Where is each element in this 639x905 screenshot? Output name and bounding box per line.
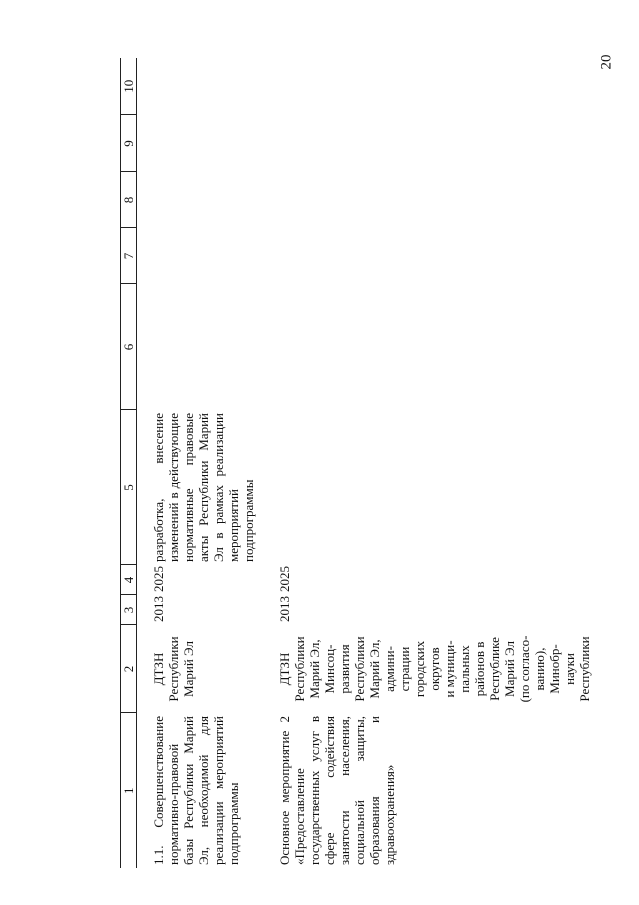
end-year-cell: 2025 (277, 566, 292, 592)
column-header-10: 10 (121, 58, 137, 115)
column-header-8: 8 (121, 172, 137, 228)
executor-line: (по согласо- (517, 635, 532, 703)
executor-line: районов в (472, 641, 487, 697)
executor-line: Марий Эл, (367, 639, 382, 699)
cell-6 (269, 284, 592, 410)
executor-line: Минобр- (547, 644, 562, 694)
executor-line: и муници- (442, 640, 457, 698)
column-header-2: 2 (121, 625, 137, 713)
column-header-4: 4 (121, 565, 137, 595)
executor-line: округов (427, 647, 442, 691)
executor-line: Республике (487, 637, 502, 701)
column-number-row (121, 58, 137, 868)
executor-line: городских (412, 640, 427, 698)
column-header-6: 6 (121, 284, 137, 410)
executor-line: Марий Эл (502, 641, 517, 697)
measure-cell: 1.1. Совершенствование нормативно-правовой базы Республики Марий Эл, необходимой для реализации мероприятий подпрограммы (151, 716, 241, 865)
executor-line: Марий Эл (181, 641, 196, 697)
executor-line: Республики (292, 636, 307, 702)
table-row (137, 58, 270, 868)
executor-line: развития (337, 644, 352, 694)
executor-line: ДТЗН (277, 652, 292, 686)
executor-line: науки (562, 653, 577, 685)
measures-table (120, 58, 592, 868)
result-cell: разработка, внесение изменений в действующие нормативные правовые акты Республики Марий Эл в рамках реализации мероприятий подпрограммы (151, 413, 256, 562)
executor-cell (269, 625, 592, 713)
cell-9 (137, 115, 270, 172)
executor-line: Республики (166, 636, 181, 702)
executor-line: ванию), (532, 647, 547, 691)
executor-line: страции (397, 646, 412, 692)
executor-line: Республики (352, 636, 367, 702)
column-header-5: 5 (121, 410, 137, 565)
rotated-table-container (120, 58, 620, 868)
cell-8 (269, 172, 592, 228)
result-cell (269, 410, 592, 565)
cell-10 (269, 58, 592, 115)
executor-line: админи- (382, 646, 397, 692)
executor-line: Минсоц- (322, 644, 337, 694)
column-header-7: 7 (121, 228, 137, 284)
end-year-cell: 2025 (151, 566, 166, 592)
page-number: 20 (598, 54, 615, 70)
table-row (269, 58, 592, 868)
cell-10 (137, 58, 270, 115)
executor-cell (137, 625, 270, 713)
measure-cell: Основное мероприятие 2 «Предоставление государственных услуг в сфере содействия занятости населения, социальной защиты, образования и здравоохранения» (277, 716, 397, 865)
cell-8 (137, 172, 270, 228)
column-header-3: 3 (121, 595, 137, 625)
start-year-cell: 2013 (277, 596, 292, 622)
start-year-cell: 2013 (151, 596, 166, 622)
executor-line: пальных (457, 645, 472, 693)
cell-7 (269, 228, 592, 284)
cell-6 (137, 284, 270, 410)
executor-line: Марий Эл, (307, 639, 322, 699)
column-header-9: 9 (121, 115, 137, 172)
executor-line: ДТЗН (151, 652, 166, 686)
column-header-1: 1 (121, 713, 137, 868)
executor-line: Республики (577, 636, 592, 702)
cell-7 (137, 228, 270, 284)
cell-9 (269, 115, 592, 172)
